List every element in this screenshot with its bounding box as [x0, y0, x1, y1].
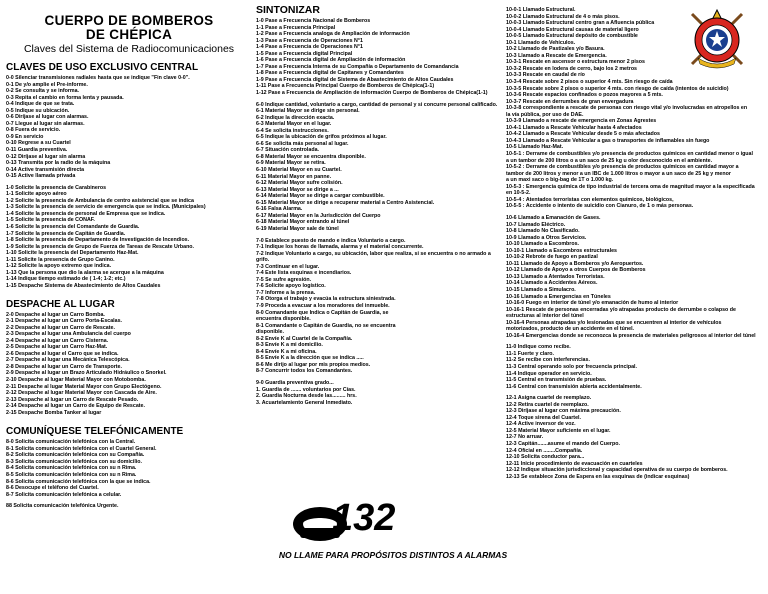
list-item: 1-3 Solicite la presencia de servicio de emergencia que se indica. (Municipales)	[6, 204, 206, 211]
list-item: 11-4 Indique operador en servicio.	[506, 370, 592, 377]
list-item: 10-5-3 : Emergencia química de tipo industrial de tercera oma de magnitud mayor a la especificada	[506, 183, 755, 190]
list-item: 6-6 Se solicita más personal al lugar.	[256, 140, 349, 147]
list-item: 0-1 De y/o amplie el Pre-informe.	[6, 81, 88, 88]
list-item: 10-3-5 Rescate sobre 2 pisos o superior 4 mts. con riesgo de caída (intentos de suicidio)	[506, 85, 729, 92]
list-item: 11-2 Se recibe con interferencias.	[506, 357, 590, 364]
list-item: 10-5 Llamado Haz-Mat.	[506, 144, 564, 151]
list-item: 10-3-9 Llamado a rescate de emergencia en Zonas Agrestes	[506, 118, 657, 125]
list-item: 10-4-1 Llamado a Rescate Vehicular hasta 4 afectados	[506, 124, 642, 131]
list-item: 88 Solicita comunicación telefónica Urgente.	[6, 503, 119, 510]
list-item: 12-1 Asigna cuartel de reemplazo.	[506, 395, 592, 402]
list-item: 8-1 Comandante o Capitán de Guardia, no se encuentra	[256, 322, 396, 329]
list-item: 8-6 Me dirijo al lugar por mis propios medios.	[256, 361, 371, 368]
list-item: 2-11 Despache al lugar Material Mayor con Grupo Electógeno.	[6, 383, 162, 390]
list-item: 6-12 Material Mayor sufre colisión.	[256, 180, 343, 187]
list-item: estructuras al interior del túnel	[506, 313, 584, 320]
list-item: 2-0 Despache al lugar un Carro Bomba.	[6, 311, 105, 318]
list-item: 6-1 Material Mayor se dirige sin personal.	[256, 108, 360, 115]
list-item: 1-15 Despache Sistema de Abastecimiento de Altos Caudales	[6, 282, 161, 289]
list-item: 0-11 Guardia preventiva.	[6, 147, 68, 154]
list-item: 7-2 Indique Voluntario a cargo, su ubicación, labor que realiza, si se encuentra o no armado a	[256, 250, 491, 257]
list-item: 1. Guardia de ....... voluntarios por Cías.	[256, 386, 356, 393]
list-item: 8-0 Comandante que Indica o Capitán de Guardia, se	[256, 309, 389, 316]
list-item: 8-1 Solicita comunicación telefónica con el Cuartel General.	[6, 445, 157, 452]
list-item: 10-0-4 Llamado Estructural causas de material ligero	[506, 26, 639, 33]
list-item: 1-1 Pase a Frecuencia Principal	[256, 24, 336, 31]
list-item: 6-15 Material Mayor se dirige a recuperar material a Centro Asistencial.	[256, 199, 435, 206]
list-item: 0-7 Llegue al lugar sin alarmas.	[6, 120, 85, 127]
list-item: 10-5-4 : Atentados terroristas con elementos químicos, biológicos,	[506, 196, 674, 203]
list-item: 10-4-2 Llamado a Rescate Vehicular desde 5 o más afectados	[506, 131, 660, 138]
list-item: 1-2 Pase a Frecuencia analoga de Ampliación de información	[256, 31, 410, 38]
list-item: motorizados, producto de un accidente en el túnel.	[506, 326, 635, 333]
list-item: 10-9 Llamado a Otros Servicios.	[506, 234, 587, 241]
list-item: 10-10-1 Llamado a Escombros estructurales	[506, 247, 617, 254]
list-item: 0-0 Silenciar transmisiones radiales hasta que se indique "Fin clave 0-0".	[6, 75, 190, 81]
list-item: 10-5-5 : Accidente o intento de suicidio con Cianuro, de 1 o más personas.	[506, 203, 694, 210]
list-item: 10-16-4 Personas atrapadas y/o lesionadas que se encuentren al interior de vehículos	[506, 319, 722, 326]
list-item: 10-0-2 Llamado Estructural de 4 o más pisos.	[506, 13, 620, 20]
list-item: 6-9 Material Mayor se retira.	[256, 160, 326, 167]
list-item: 10-16-1 Rescate de personas encerradas y/o atrapadas producto de derrumbe o colapso de	[506, 306, 736, 313]
list-item: 1-11 Solicite la presencia de Grupo Canino.	[6, 256, 115, 263]
list-item: 0-6 Diríjase al lugar con alarmas.	[6, 114, 89, 121]
list-item: 10-14 Llamado a Accidentes Aéreos.	[506, 280, 598, 287]
list-item: 2-8 Despache al lugar un Carro de Transporte.	[6, 363, 122, 370]
list-item: 10-3-4 Rescate sobre 2 pisos o superior 4 mts. Sin riesgo de caída	[506, 79, 673, 86]
list-item: 1-3 Pase a Frecuencia de Operaciones N°1	[256, 37, 363, 44]
list-item: 11-0 Indique como recibe.	[506, 344, 571, 351]
list-item: 7-5 Se sufre agresión.	[256, 276, 312, 283]
list-item: 8-5 Solicita comunicación telefónica con su n Rima.	[6, 471, 137, 478]
list-item: 1-12 Pase a Frecuencia de Ampliación de información Cuerpo de Bomberos de Chépica(1-1)	[256, 90, 488, 97]
list-item: 10-4-3 Llamado a Rescate Vehicular a gas o transportes de inflamables sin fuego	[506, 137, 710, 144]
list-item: 1-1 Solicite apoyo aéreo	[6, 191, 67, 198]
list-item: 10-15 Llamado a Simulacro.	[506, 286, 576, 293]
list-item: 1-4 Solicite la presencia de personal de Empresa que se indica.	[6, 210, 166, 217]
subtitle: Claves del Sistema de Radiocomunicaciones	[23, 43, 235, 55]
list-item: 12-7 No arruar.	[506, 434, 544, 441]
list-item: 2-13 Despache al lugar un Carro de Rescate Pesado.	[6, 396, 139, 403]
list-item: 7-6 Solicite apoyo logístico.	[256, 283, 326, 290]
list-item: 0-8 Fuera de servicio.	[6, 127, 61, 134]
list-item: 2-9 Despache al lugar un Brazo Articulado Hidráulico o Snorkel.	[6, 370, 167, 377]
despacho-list	[6, 312, 252, 417]
list-item: 10-16-4 Emergencias donde se reconozca la presencia de materiales peligrosos al interior del túnel	[506, 332, 756, 339]
list-item: 0-14 Active transmisión directa	[6, 166, 85, 173]
list-item: 7-1 Indique los horas de llamada, alarma y el material concurrente.	[256, 244, 424, 251]
list-item: 0-3 Repita el cambio en forma lenta y pausada.	[6, 94, 124, 101]
list-item: 8-4 Solicita comunicación telefónica con su n Rima.	[6, 465, 137, 472]
list-item: 7-0 Establece puesto de mando e indica Voluntario a cargo.	[256, 237, 406, 244]
list-item: 1-6 Solicite la presencia del Comandante de Guardia.	[6, 224, 140, 231]
list-item: 10-3-6 Rescate espacios confinados o pozos mayores a 5 mts.	[506, 92, 663, 99]
emergency-warning: NO LLAME PARA PROPÓSITOS DISTINTOS A ALARMAS	[278, 550, 508, 560]
list-item: 10-5-2 : Derrame de combustibles y/o presencia de productos químicos en cantidad mayor a	[506, 164, 739, 171]
list-item: 1-8 Solicite la presencia de Departamento de Investigación de Incendios.	[6, 237, 190, 244]
list-item: 6-7 Situación controlada.	[256, 147, 319, 154]
list-item: 1-11 Pase a Frecuencia Principal Cuerpo de Bomberos de Chépica(1-1)	[256, 83, 435, 90]
list-item: 6-16 Falsa Alarma.	[256, 206, 303, 213]
list-item: 11-5 Central en transmisión de pruebas.	[506, 377, 607, 384]
list-item: 2-15 Despache Bomba Tanker al lugar	[6, 409, 102, 416]
list-item: 1-6 Pase a Frecuencia digital de Ampliación de información	[256, 57, 406, 64]
right-column	[506, 0, 764, 480]
sintonizar-list	[256, 18, 502, 406]
list-item: 10-3-7 Rescate en derrumbes de gran envergadura	[506, 98, 634, 105]
list-item: 11-3 Central operando solo por frecuencia principal.	[506, 363, 637, 370]
list-item: 1-0 Solicite la presencia de Carabineros	[6, 184, 107, 191]
list-item: 10-5-1 : Derrame de combustibles y/o presencia de productos químicos en cantidad menor o igual	[506, 151, 753, 158]
list-item: 12-12 Indique situación jurisdiccional y capacidad operativa de su cuerpo de bomberos.	[506, 467, 728, 474]
middle-column	[256, 0, 502, 406]
list-item: 10-0-3 Llamado Estructural centro gran a Afluencia pública	[506, 20, 655, 27]
list-item: tambor de 200 litros y menor a un IBC de 1.000 litros o mayor a un saco de 25 kg y menor	[506, 170, 731, 177]
list-item: en 10-5-2.	[506, 190, 531, 197]
list-item: 2-14 Despache al lugar un Carro de Equipo de Rescate.	[6, 403, 145, 410]
list-item: 7-7 Informe a la prensa.	[256, 289, 316, 296]
list-item: 8-7 Concurrir todos los Comandantes.	[256, 368, 353, 375]
list-item: 0-15 Active llamada privada	[6, 173, 76, 180]
list-item: 11-1 Fuerte y claro.	[506, 350, 554, 357]
list-item: 8-7 Solicita comunicación telefónica a celular.	[6, 491, 122, 498]
list-item: 8-5 Envíe K a la dirección que se indica .....	[256, 355, 364, 362]
list-item: 12-11 Inicie procedimiento de evacuación en cuarteles	[506, 460, 643, 467]
list-item: 12-3 Diríjase al lugar con máxima precaución.	[506, 408, 621, 415]
list-item: 6-17 Material Mayor en la Jurisdicción del Cuerpo	[256, 212, 381, 219]
list-item: 7-3 Continuar en el lugar.	[256, 263, 320, 270]
list-item: 0-12 Diríjase al lugar sin alarma	[6, 153, 86, 160]
list-item: 12-13 Se establece Zona de Espera en las esquinas de (indicar esquinas)	[506, 473, 690, 480]
list-item: 1-7 Solicite la presencia de Capitán de Guardia.	[6, 230, 126, 237]
list-item: 12-4 Toque sirena del Cuartel.	[506, 414, 581, 421]
section-heading-comuniquese: COMUNÍQUESE TELEFÓNICAMENTE	[6, 426, 184, 438]
list-item: 1-13 Que la persona que dio la alarma se acerque a la máquina	[6, 269, 164, 276]
left-column	[6, 0, 252, 510]
list-item: 6-11 Material Mayor en panne.	[256, 173, 332, 180]
list-item: 2-1 Despache al lugar un Carro Porta-Escalas.	[6, 318, 122, 325]
list-item: 8-3 Solicita comunicación telefónica con su domicilio.	[6, 458, 142, 465]
list-item: 10-11 Llamado de Apoyo a Bomberos y/o Aeropuertos.	[506, 260, 644, 267]
list-item: 1-14 Indique tiempo estimado de ( 1-4; 1-2; etc.)	[6, 276, 126, 283]
list-item: a un maxi saco o big-bag de 1T o 1.000 kg.	[506, 177, 614, 184]
list-item: 12-4 Active inversor de voz.	[506, 421, 576, 428]
list-item: 1-2 Solicite la presencia de Ambulancia de centro asistencial que se indica	[6, 197, 194, 204]
list-item: 6-3 Material Mayor en el lugar.	[256, 121, 332, 128]
list-item: 12-5 Material Mayor suficiente en el lugar.	[506, 427, 611, 434]
list-item: 1-8 Pase a Frecuencia digital de Capitanes y Comandantes	[256, 70, 404, 77]
title-line2: DE CHÉPICA	[85, 27, 173, 42]
list-item: 12-4 Oficial en ........Compañía.	[506, 447, 583, 454]
list-item: 7-4 Este lista esquinas e incendiarios.	[256, 270, 352, 277]
list-item: 8-2 Solicita comunicación telefónica con su Compañía.	[6, 452, 145, 459]
list-item: 6-19 Material Mayor sale de túnel	[256, 225, 339, 232]
list-item: disponible.	[256, 329, 284, 336]
list-item: 6-10 Material Mayor en su Cuartel.	[256, 167, 342, 174]
list-item: 1-10 Solicite la presencia del Departamento Haz-Mat.	[6, 250, 139, 257]
title-line1: CUERPO DE BOMBEROS	[44, 13, 214, 28]
list-item: 6-8 Material Mayor se encuentra disponible.	[256, 153, 366, 160]
list-item: 7-9 Proceda a evacuar a los moradores del inmueble.	[256, 302, 390, 309]
list-item: 0-9 En servicio	[6, 133, 44, 140]
list-item: a un tambor de 200 litros o a un saco de 25 kg u olor desconocido en el ambiente.	[506, 157, 713, 164]
section-heading-sintonizar: SINTONIZAR	[256, 4, 320, 16]
list-item: 6-13 Material Mayor se dirige a ...	[256, 186, 339, 193]
list-item: 10-2 Llamado de Pastizales y/o Basura.	[506, 46, 605, 53]
list-item: 2-7 Despache al lugar una Mecánica Telescópica.	[6, 357, 130, 364]
list-item: 10-16 Llamado a Emergencias en Túneles	[506, 293, 611, 300]
section-heading-claves: CLAVES DE USO EXCLUSIVO CENTRAL	[6, 62, 199, 73]
list-item: 10-7 Llamado Eléctrico.	[506, 221, 566, 228]
list-item: 6-5 Indique la ubicación de grifos próximos al lugar.	[256, 134, 387, 141]
emergency-number: 132	[332, 497, 396, 539]
list-item: 1-0 Pase a Frecuencia Nacional de Bomberos	[256, 18, 371, 24]
claves-list	[6, 75, 252, 290]
list-item: 10-10-2 Rebrote de fuego en pastizal	[506, 254, 598, 261]
list-item: 1-9 Pase a Frecuencia digital de Sistema de Abastecimiento de Altos Caudales	[256, 76, 454, 83]
list-item: 10-10 Llamado a Escombros.	[506, 241, 580, 248]
list-item: 8-6 Solicita comunicación telefónica con la que se indica.	[6, 478, 151, 485]
list-item: 10-13 Llamado a Atentados Terroristas.	[506, 273, 605, 280]
list-item: 10-1 Llamado de Vehículos.	[506, 39, 576, 46]
list-item: 0-4 Indique de que se trata.	[6, 101, 75, 108]
list-item: 0-13 Transmita por la radio de la máquina	[6, 160, 111, 167]
list-item: 10-3-2 Rescate en lodera de cerro, bajo los 2 metros	[506, 65, 638, 72]
list-item: 10-6 Llamado a Emanación de Gases.	[506, 214, 601, 221]
list-item: 1-5 Solicite la presencia de CONAF.	[6, 217, 95, 224]
list-item: 8-2 Envíe K al Cuartel de la Compañía.	[256, 335, 353, 342]
comuniquese-list	[6, 439, 252, 509]
list-item: 9-0 Guardia preventiva grado...	[256, 379, 334, 386]
list-item: 6-0 Indique cantidad, voluntario a cargo, cantidad de personal y si concurre personal calificado.	[256, 101, 498, 108]
list-item: 11-6 Central con transmisión abierta accidentalmente.	[506, 383, 642, 390]
list-item: 1-5 Pase a Frecuencia digital Principal	[256, 50, 353, 57]
list-item: 12-10 Solicita conductor para...	[506, 454, 585, 461]
list-item: la vía pública, por uso de DAE.	[506, 111, 584, 118]
list-item: 8-6 Desocupe el teléfono del Cuartel.	[6, 485, 99, 492]
list-item: 2. Guardia Nocturna desde las......... hrs.	[256, 393, 357, 400]
list-item: 6-4 Se solicita instrucciones.	[256, 127, 329, 134]
list-item: 2-4 Despache al lugar un Carro Cisterna.	[6, 337, 109, 344]
list-item: 10-0-1 Llamado Estructural.	[506, 7, 576, 13]
list-item: 7-8 Otorga el trabajo y evacúa la estructura siniestrada.	[256, 296, 396, 303]
list-item: 1-9 Solicite la presencia de Grupo de Fuerza de Tareas de Rescate Urbano.	[6, 243, 195, 250]
list-item: 8-4 Envíe K a mi oficina.	[256, 348, 317, 355]
list-item: 6-14 Material Mayor se dirige a cargar combustible.	[256, 193, 385, 200]
list-item: 10-0-5 Llamado Estructural depósito de combustible	[506, 33, 638, 40]
list-item: 10-3-1 Rescate en ascensor o estructura menor 2 pisos	[506, 59, 645, 66]
list-item: 1-7 Pase a Frecuencia Interna de su Compañía o Departamento de Comandancia	[256, 63, 459, 70]
list-item: 8-0 Solicita comunicación telefónica con la Central.	[6, 439, 136, 446]
list-item: 2-10 Despache al lugar Material Mayor con Motobomba.	[6, 376, 146, 383]
list-item: 10-8 Llamado No Clasificado.	[506, 228, 580, 235]
list-item: 1-4 Pase a Frecuencia de Operaciones N°1	[256, 44, 363, 51]
list-item: encuentra disponible.	[256, 316, 311, 323]
list-item: 3. Acuartelamiento General Inmediato.	[256, 399, 353, 406]
list-item: 6-2 Indique la dirección exacta.	[256, 114, 335, 121]
list-item: 0-5 Indique su ubicación.	[6, 107, 70, 114]
list-item: 0-2 Se consulta y se informa.	[6, 88, 80, 95]
list-item: 2-2 Despache al lugar un Carro de Rescate.	[6, 324, 115, 331]
list-item: 10-12 Llamado de Apoyo a otros Cuerpos de Bomberos	[506, 267, 646, 274]
list-item: 2-6 Despache al lugar el Carro que se indica.	[6, 350, 119, 357]
list-item: 10-3-8 correspondiente a rescate de personas con riesgo vital y/o involucradas en atropellos en	[506, 105, 748, 112]
list-item: 0-10 Regrese a su Cuartel	[6, 140, 71, 147]
list-item: 10-16-0 Fuego en interior de túnel y/o emanación de humo al interior	[506, 300, 679, 307]
list-item: 10-3-3 Rescate en caudal de río	[506, 72, 585, 79]
list-item: 10-3 Llamado a Rescate de Emergencia.	[506, 52, 607, 59]
list-item: 2-12 Despache al lugar Material Mayor con Cascada de Aire.	[6, 390, 157, 397]
list-item: 12-2 Retira cuartel de reemplazo.	[506, 401, 589, 408]
list-item: 2-3 Despache al lugar una Ambulancia del cuerpo	[6, 331, 131, 338]
list-item: 2-5 Despache al lugar un Carro Haz-Mat.	[6, 344, 108, 351]
section-heading-despacho: DESPACHE AL LUGAR	[6, 298, 115, 310]
list-item: grifo.	[256, 257, 270, 264]
list-item: 6-18 Material Mayor entrando al túnel	[256, 219, 350, 226]
list-item: 12-3 Capitán.......asume el mando del Cuerpo.	[506, 441, 620, 447]
right-list	[506, 7, 764, 480]
list-item: 1-12 Solicite la apoyo extremo que indica.	[6, 263, 112, 270]
list-item: 8-3 Envíe K a mi domicilio.	[256, 342, 323, 349]
